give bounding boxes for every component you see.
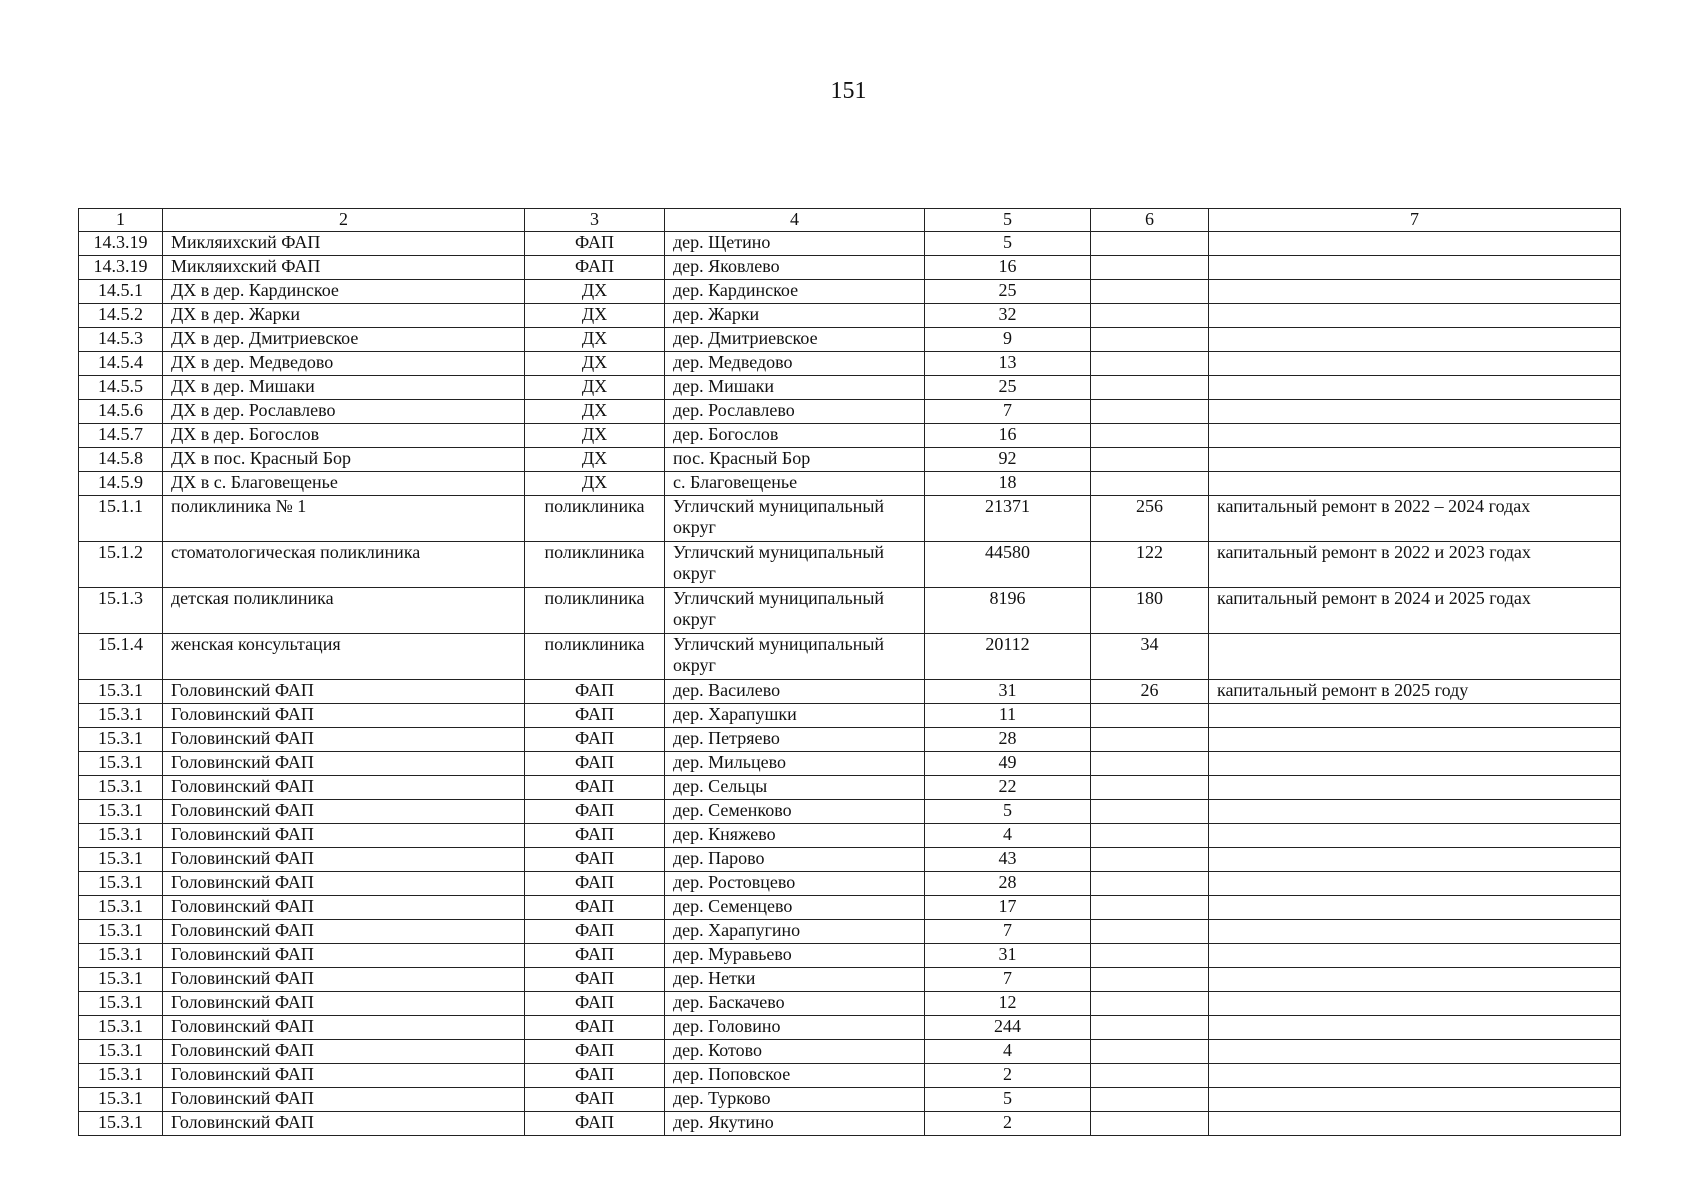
row-name-cell: Головинский ФАП [163, 920, 525, 944]
row-col7-cell [1209, 280, 1621, 304]
row-name-cell: Головинский ФАП [163, 848, 525, 872]
row-col7-cell: капитальный ремонт в 2022 – 2024 годах [1209, 496, 1621, 542]
row-col5-cell: 49 [925, 752, 1091, 776]
row-col5-cell: 244 [925, 1016, 1091, 1040]
row-col7-cell [1209, 728, 1621, 752]
row-col6-cell [1091, 968, 1209, 992]
row-col6-cell [1091, 1112, 1209, 1136]
row-col7-cell [1209, 872, 1621, 896]
row-name-cell: ДХ в дер. Жарки [163, 304, 525, 328]
column-header: 3 [525, 209, 665, 232]
row-type-cell: ФАП [525, 232, 665, 256]
row-col7-cell [1209, 424, 1621, 448]
row-code-cell: 15.3.1 [79, 752, 163, 776]
row-name-cell: ДХ в дер. Медведово [163, 352, 525, 376]
table-row [79, 896, 1621, 920]
row-col6-cell [1091, 448, 1209, 472]
row-code-cell: 14.5.6 [79, 400, 163, 424]
row-locality-cell: дер. Сельцы [665, 776, 925, 800]
table-row [79, 496, 1621, 542]
row-col6-cell [1091, 752, 1209, 776]
table-row [79, 824, 1621, 848]
row-code-cell: 14.5.4 [79, 352, 163, 376]
column-header: 6 [1091, 209, 1209, 232]
row-col6-cell [1091, 424, 1209, 448]
row-col7-cell [1209, 400, 1621, 424]
row-locality-cell: дер. Семенково [665, 800, 925, 824]
row-col7-cell [1209, 448, 1621, 472]
row-type-cell: ФАП [525, 680, 665, 704]
row-name-cell: Головинский ФАП [163, 1040, 525, 1064]
table-row [79, 992, 1621, 1016]
row-col6-cell: 34 [1091, 634, 1209, 680]
row-code-cell: 15.3.1 [79, 776, 163, 800]
row-locality-cell: дер. Головино [665, 1016, 925, 1040]
row-name-cell: ДХ в дер. Дмитриевское [163, 328, 525, 352]
row-type-cell: ДХ [525, 472, 665, 496]
row-col5-cell: 7 [925, 400, 1091, 424]
row-code-cell: 15.3.1 [79, 872, 163, 896]
row-type-cell: ФАП [525, 776, 665, 800]
row-col6-cell [1091, 1016, 1209, 1040]
table-row [79, 752, 1621, 776]
row-col5-cell: 25 [925, 280, 1091, 304]
row-locality-cell: дер. Баскачево [665, 992, 925, 1016]
row-code-cell: 15.3.1 [79, 1064, 163, 1088]
row-name-cell: Головинский ФАП [163, 728, 525, 752]
row-col5-cell: 32 [925, 304, 1091, 328]
table-row [79, 1112, 1621, 1136]
row-type-cell: ФАП [525, 1016, 665, 1040]
row-col7-cell [1209, 352, 1621, 376]
row-name-cell: Головинский ФАП [163, 1112, 525, 1136]
row-type-cell: ФАП [525, 728, 665, 752]
row-name-cell: Головинский ФАП [163, 896, 525, 920]
table-row [79, 920, 1621, 944]
row-col6-cell [1091, 376, 1209, 400]
table-row [79, 848, 1621, 872]
row-code-cell: 15.3.1 [79, 680, 163, 704]
row-col7-cell [1209, 896, 1621, 920]
table-row [79, 1016, 1621, 1040]
row-type-cell: ДХ [525, 328, 665, 352]
table-row [79, 634, 1621, 680]
row-name-cell: стоматологическая поликлиника [163, 542, 525, 588]
table-row [79, 1040, 1621, 1064]
table-row [79, 424, 1621, 448]
table-row [79, 304, 1621, 328]
row-name-cell: ДХ в пос. Красный Бор [163, 448, 525, 472]
row-col7-cell [1209, 1088, 1621, 1112]
row-code-cell: 14.5.2 [79, 304, 163, 328]
row-name-cell: ДХ в с. Благовещенье [163, 472, 525, 496]
row-locality-cell: дер. Якутино [665, 1112, 925, 1136]
row-name-cell: Головинский ФАП [163, 872, 525, 896]
row-col5-cell: 11 [925, 704, 1091, 728]
row-locality-cell: дер. Мишаки [665, 376, 925, 400]
row-col5-cell: 2 [925, 1112, 1091, 1136]
row-col7-cell: капитальный ремонт в 2024 и 2025 годах [1209, 588, 1621, 634]
row-code-cell: 15.3.1 [79, 800, 163, 824]
row-code-cell: 15.1.2 [79, 542, 163, 588]
column-header: 7 [1209, 209, 1621, 232]
row-name-cell: детская поликлиника [163, 588, 525, 634]
row-col6-cell [1091, 704, 1209, 728]
row-col5-cell: 7 [925, 920, 1091, 944]
row-type-cell: поликлиника [525, 496, 665, 542]
row-name-cell: женская консультация [163, 634, 525, 680]
row-col7-cell [1209, 824, 1621, 848]
table-row [79, 728, 1621, 752]
table-row [79, 328, 1621, 352]
table-row [79, 1064, 1621, 1088]
table-row [79, 588, 1621, 634]
table-row [79, 800, 1621, 824]
column-header: 2 [163, 209, 525, 232]
table-row [79, 280, 1621, 304]
row-type-cell: ФАП [525, 920, 665, 944]
row-col6-cell: 256 [1091, 496, 1209, 542]
table-row [79, 400, 1621, 424]
row-locality-cell: дер. Медведово [665, 352, 925, 376]
row-col5-cell: 8196 [925, 588, 1091, 634]
row-col6-cell [1091, 848, 1209, 872]
row-col7-cell: капитальный ремонт в 2025 году [1209, 680, 1621, 704]
row-col6-cell [1091, 872, 1209, 896]
row-col6-cell [1091, 992, 1209, 1016]
row-type-cell: ФАП [525, 992, 665, 1016]
row-col6-cell [1091, 256, 1209, 280]
table-body [79, 232, 1621, 1136]
row-locality-cell: дер. Щетино [665, 232, 925, 256]
row-locality-cell: дер. Ростовцево [665, 872, 925, 896]
row-type-cell: ДХ [525, 352, 665, 376]
table-row [79, 256, 1621, 280]
row-col5-cell: 44580 [925, 542, 1091, 588]
row-name-cell: ДХ в дер. Богослов [163, 424, 525, 448]
row-col7-cell [1209, 1040, 1621, 1064]
row-col5-cell: 16 [925, 424, 1091, 448]
row-col5-cell: 5 [925, 232, 1091, 256]
row-code-cell: 15.3.1 [79, 920, 163, 944]
row-col5-cell: 5 [925, 1088, 1091, 1112]
row-locality-cell: пос. Красный Бор [665, 448, 925, 472]
row-col6-cell [1091, 328, 1209, 352]
row-name-cell: Головинский ФАП [163, 680, 525, 704]
row-type-cell: ДХ [525, 448, 665, 472]
row-col6-cell [1091, 1040, 1209, 1064]
table-row [79, 872, 1621, 896]
row-code-cell: 15.1.4 [79, 634, 163, 680]
row-col6-cell [1091, 920, 1209, 944]
row-locality-cell: дер. Василево [665, 680, 925, 704]
row-locality-cell: дер. Петряево [665, 728, 925, 752]
row-code-cell: 15.3.1 [79, 728, 163, 752]
row-col7-cell [1209, 704, 1621, 728]
row-col5-cell: 2 [925, 1064, 1091, 1088]
row-locality-cell: дер. Семенцево [665, 896, 925, 920]
row-col6-cell [1091, 776, 1209, 800]
row-name-cell: Головинский ФАП [163, 968, 525, 992]
row-col5-cell: 28 [925, 728, 1091, 752]
row-name-cell: ДХ в дер. Кардинское [163, 280, 525, 304]
row-col7-cell [1209, 304, 1621, 328]
row-type-cell: ФАП [525, 752, 665, 776]
row-code-cell: 15.3.1 [79, 848, 163, 872]
facilities-table [78, 208, 1621, 1136]
row-locality-cell: дер. Турково [665, 1088, 925, 1112]
row-code-cell: 14.5.3 [79, 328, 163, 352]
row-col7-cell [1209, 848, 1621, 872]
row-name-cell: поликлиника № 1 [163, 496, 525, 542]
row-name-cell: Головинский ФАП [163, 1088, 525, 1112]
row-locality-cell: Угличский муниципальный округ [665, 496, 925, 542]
row-code-cell: 14.5.5 [79, 376, 163, 400]
row-name-cell: Головинский ФАП [163, 800, 525, 824]
row-type-cell: поликлиника [525, 588, 665, 634]
row-type-cell: ФАП [525, 800, 665, 824]
row-col6-cell [1091, 824, 1209, 848]
row-col5-cell: 21371 [925, 496, 1091, 542]
row-col7-cell [1209, 800, 1621, 824]
row-col7-cell [1209, 752, 1621, 776]
row-col6-cell [1091, 232, 1209, 256]
row-col7-cell: капитальный ремонт в 2022 и 2023 годах [1209, 542, 1621, 588]
table-row [79, 448, 1621, 472]
row-col6-cell [1091, 800, 1209, 824]
row-code-cell: 15.1.1 [79, 496, 163, 542]
row-type-cell: ДХ [525, 400, 665, 424]
column-number-row [79, 209, 1621, 232]
row-locality-cell: дер. Муравьево [665, 944, 925, 968]
row-col7-cell [1209, 1016, 1621, 1040]
row-locality-cell: Угличский муниципальный округ [665, 542, 925, 588]
row-locality-cell: дер. Парово [665, 848, 925, 872]
table-row [79, 680, 1621, 704]
row-code-cell: 15.3.1 [79, 1112, 163, 1136]
row-col7-cell [1209, 944, 1621, 968]
row-col6-cell [1091, 400, 1209, 424]
row-name-cell: Головинский ФАП [163, 752, 525, 776]
row-name-cell: Микляихский ФАП [163, 256, 525, 280]
row-locality-cell: дер. Рославлево [665, 400, 925, 424]
row-locality-cell: дер. Дмитриевское [665, 328, 925, 352]
row-type-cell: ФАП [525, 704, 665, 728]
row-type-cell: ДХ [525, 424, 665, 448]
row-col6-cell: 26 [1091, 680, 1209, 704]
row-locality-cell: дер. Богослов [665, 424, 925, 448]
row-col6-cell [1091, 280, 1209, 304]
row-col5-cell: 22 [925, 776, 1091, 800]
row-col5-cell: 12 [925, 992, 1091, 1016]
row-col7-cell [1209, 256, 1621, 280]
row-locality-cell: дер. Кардинское [665, 280, 925, 304]
table-row [79, 542, 1621, 588]
row-locality-cell: дер. Мильцево [665, 752, 925, 776]
row-col7-cell [1209, 992, 1621, 1016]
row-name-cell: Микляихский ФАП [163, 232, 525, 256]
row-type-cell: ФАП [525, 848, 665, 872]
row-col5-cell: 5 [925, 800, 1091, 824]
row-code-cell: 15.3.1 [79, 1016, 163, 1040]
row-type-cell: ДХ [525, 376, 665, 400]
row-locality-cell: дер. Харапугино [665, 920, 925, 944]
row-name-cell: Головинский ФАП [163, 992, 525, 1016]
row-col7-cell [1209, 472, 1621, 496]
row-type-cell: ДХ [525, 304, 665, 328]
row-col7-cell [1209, 920, 1621, 944]
row-col5-cell: 18 [925, 472, 1091, 496]
row-col7-cell [1209, 968, 1621, 992]
row-col7-cell [1209, 634, 1621, 680]
row-col6-cell [1091, 304, 1209, 328]
row-locality-cell: дер. Жарки [665, 304, 925, 328]
row-code-cell: 15.3.1 [79, 992, 163, 1016]
row-locality-cell: дер. Нетки [665, 968, 925, 992]
row-type-cell: поликлиника [525, 634, 665, 680]
table-row [79, 472, 1621, 496]
row-col5-cell: 31 [925, 680, 1091, 704]
row-col5-cell: 43 [925, 848, 1091, 872]
row-locality-cell: Угличский муниципальный округ [665, 634, 925, 680]
row-col7-cell [1209, 1064, 1621, 1088]
row-name-cell: ДХ в дер. Рославлево [163, 400, 525, 424]
row-locality-cell: дер. Княжево [665, 824, 925, 848]
row-name-cell: Головинский ФАП [163, 1016, 525, 1040]
row-col7-cell [1209, 376, 1621, 400]
row-code-cell: 14.3.19 [79, 232, 163, 256]
row-col5-cell: 31 [925, 944, 1091, 968]
row-type-cell: ФАП [525, 944, 665, 968]
row-code-cell: 15.3.1 [79, 1040, 163, 1064]
row-col5-cell: 13 [925, 352, 1091, 376]
row-code-cell: 15.3.1 [79, 704, 163, 728]
page-number: 151 [830, 78, 867, 104]
row-name-cell: Головинский ФАП [163, 944, 525, 968]
row-col6-cell [1091, 728, 1209, 752]
row-locality-cell: дер. Харапушки [665, 704, 925, 728]
row-type-cell: ФАП [525, 1064, 665, 1088]
row-col5-cell: 9 [925, 328, 1091, 352]
row-col5-cell: 4 [925, 824, 1091, 848]
column-header: 4 [665, 209, 925, 232]
row-col5-cell: 4 [925, 1040, 1091, 1064]
row-code-cell: 14.5.9 [79, 472, 163, 496]
row-col7-cell [1209, 232, 1621, 256]
row-col6-cell [1091, 472, 1209, 496]
column-header: 5 [925, 209, 1091, 232]
table-row [79, 376, 1621, 400]
row-type-cell: ФАП [525, 896, 665, 920]
row-col5-cell: 7 [925, 968, 1091, 992]
table-row [79, 944, 1621, 968]
row-code-cell: 15.3.1 [79, 896, 163, 920]
row-type-cell: ФАП [525, 824, 665, 848]
row-col5-cell: 25 [925, 376, 1091, 400]
row-col6-cell [1091, 896, 1209, 920]
table-row [79, 1088, 1621, 1112]
row-code-cell: 15.3.1 [79, 1088, 163, 1112]
row-locality-cell: дер. Поповское [665, 1064, 925, 1088]
column-header: 1 [79, 209, 163, 232]
row-col6-cell [1091, 944, 1209, 968]
row-code-cell: 14.5.8 [79, 448, 163, 472]
row-col5-cell: 20112 [925, 634, 1091, 680]
row-type-cell: ФАП [525, 872, 665, 896]
row-col7-cell [1209, 776, 1621, 800]
row-type-cell: ФАП [525, 1112, 665, 1136]
row-locality-cell: дер. Яковлево [665, 256, 925, 280]
row-col6-cell [1091, 352, 1209, 376]
row-col5-cell: 17 [925, 896, 1091, 920]
row-col5-cell: 28 [925, 872, 1091, 896]
row-col6-cell [1091, 1064, 1209, 1088]
row-col6-cell: 122 [1091, 542, 1209, 588]
row-code-cell: 14.5.7 [79, 424, 163, 448]
row-name-cell: Головинский ФАП [163, 824, 525, 848]
row-name-cell: Головинский ФАП [163, 704, 525, 728]
row-locality-cell: дер. Котово [665, 1040, 925, 1064]
row-code-cell: 15.1.3 [79, 588, 163, 634]
row-code-cell: 15.3.1 [79, 968, 163, 992]
row-code-cell: 14.3.19 [79, 256, 163, 280]
row-name-cell: ДХ в дер. Мишаки [163, 376, 525, 400]
row-name-cell: Головинский ФАП [163, 776, 525, 800]
row-col6-cell [1091, 1088, 1209, 1112]
table-row [79, 968, 1621, 992]
row-col6-cell: 180 [1091, 588, 1209, 634]
table-row [79, 704, 1621, 728]
table-row [79, 232, 1621, 256]
row-col7-cell [1209, 328, 1621, 352]
row-code-cell: 15.3.1 [79, 944, 163, 968]
row-locality-cell: Угличский муниципальный округ [665, 588, 925, 634]
row-col7-cell [1209, 1112, 1621, 1136]
row-col5-cell: 16 [925, 256, 1091, 280]
row-name-cell: Головинский ФАП [163, 1064, 525, 1088]
table-row [79, 776, 1621, 800]
row-type-cell: ФАП [525, 256, 665, 280]
row-col5-cell: 92 [925, 448, 1091, 472]
row-locality-cell: с. Благовещенье [665, 472, 925, 496]
row-type-cell: ДХ [525, 280, 665, 304]
row-code-cell: 14.5.1 [79, 280, 163, 304]
table-row [79, 352, 1621, 376]
row-type-cell: ФАП [525, 968, 665, 992]
row-type-cell: ФАП [525, 1088, 665, 1112]
row-code-cell: 15.3.1 [79, 824, 163, 848]
row-type-cell: поликлиника [525, 542, 665, 588]
row-type-cell: ФАП [525, 1040, 665, 1064]
